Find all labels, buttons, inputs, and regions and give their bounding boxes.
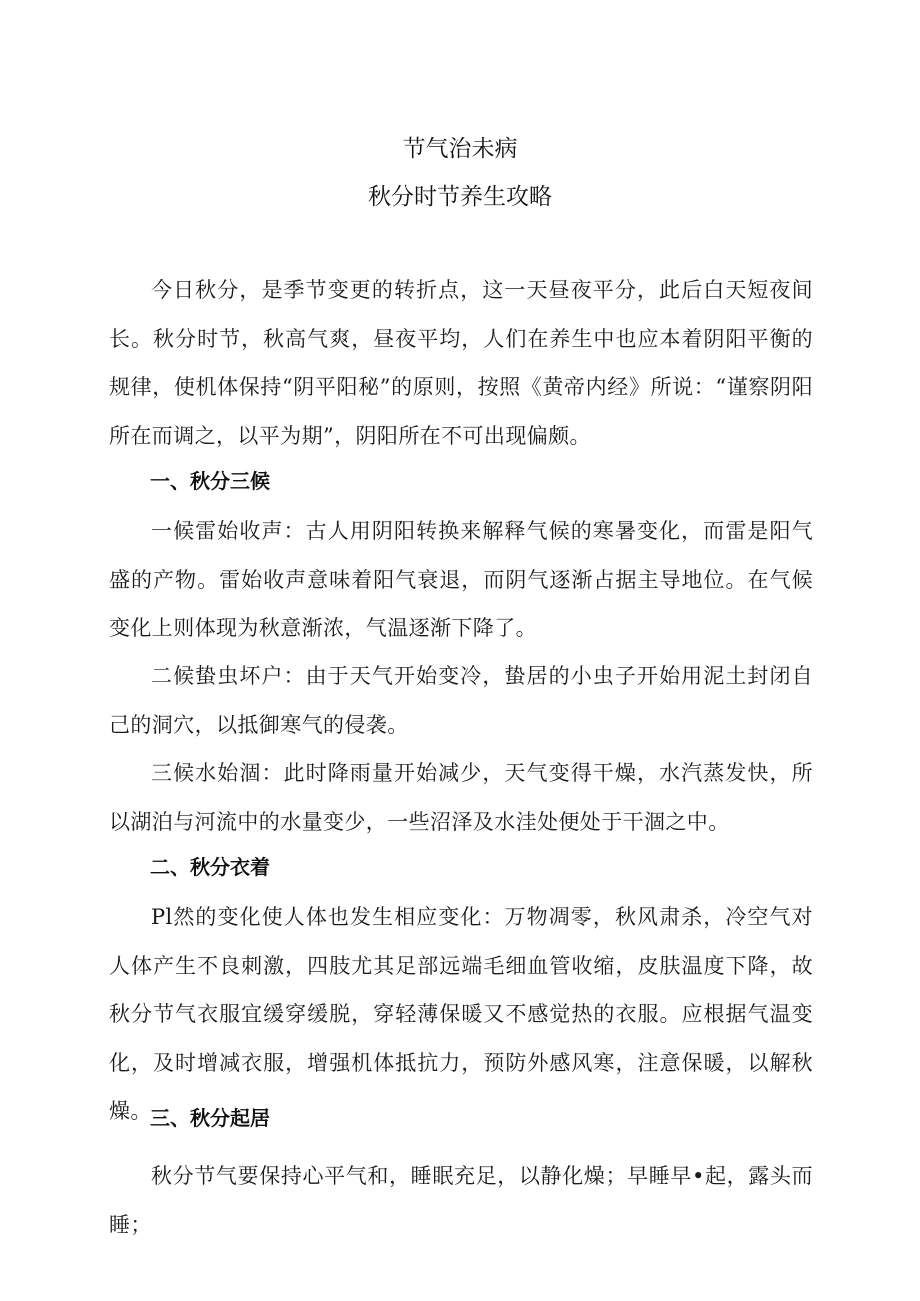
paragraph-third-period: 三候水始涸：此时降雨量开始减少，天气变得干燥，水汽蒸发快，所以湖泊与河流中的水量变少，一些沼泽及水洼处便处于干涸之中。 [109, 761, 813, 834]
document-subtitle: 秋分时节养生攻略 [368, 184, 552, 210]
paragraph-second-period: 二候蛰虫坏户：由于天气开始变冷，蛰居的小虫子开始用泥土封闭自己的洞穴，以抵御寒气的侵袭。 [109, 664, 813, 737]
paragraph-first-period: 一候雷始收声：古人用阴阳转换来解释气候的寒暑变化，而雷是阳气盛的产物。雷始收声意味着阳气衰退，而阴气逐渐占据主导地位。在气候变化上则体现为秋意渐浓，气温逐渐下降了。 [109, 519, 813, 640]
paragraph-clothing: Pl然的变化使人体也发生相应变化：万物凋零，秋风肃杀，冷空气对人体产生不良刺激，四肢尤其足部远端毛细血管收缩，皮肤温度下降，故秋分节气衣服宜缓穿缓脱，穿轻薄保暖又不感觉热的衣服。应根据气温变化，及时增减衣服，增强机体抵抗力，预防外感风寒，注意保暖，以解秋燥。 [109, 905, 813, 1123]
intro-paragraph: 今日秋分，是季节变更的转折点，这一天昼夜平分，此后白天短夜间长。秋分时节，秋高气爽，昼夜平均，人们在养生中也应本着阴阳平衡的规律，使机体保持“阴平阳秘”的原则，按照《黄帝内经》所说：“谨察阴阳所在而调之，以平为期”，阴阳所在不可出现偏颇。 [109, 278, 813, 448]
paragraph-daily-routine: 秋分节气要保持心平气和，睡眠充足，以静化燥；早睡早•起，露头而睡； [109, 1164, 813, 1237]
section-heading-three-periods: 一、秋分三候 [150, 469, 270, 493]
document-title: 节气治未病 [402, 136, 518, 162]
section-heading-daily-routine: 三、秋分起居 [150, 1106, 270, 1130]
section-heading-clothing: 二、秋分衣着 [150, 855, 270, 879]
